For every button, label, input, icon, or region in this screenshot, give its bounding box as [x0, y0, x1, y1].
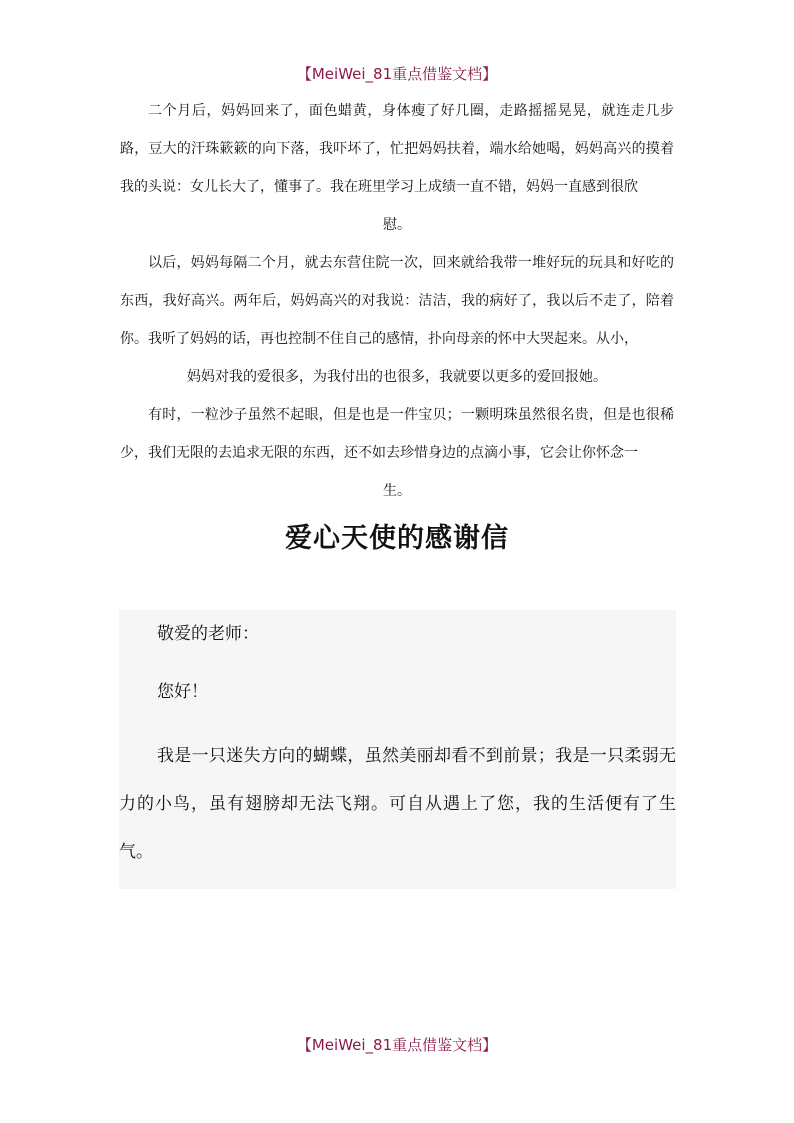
letter-title: 爱心天使的感谢信 — [285, 523, 509, 554]
letter-body: 我是一只迷失方向的蝴蝶，虽然美丽却看不到前景；我是一只柔弱无力的小鸟，虽有翅膀却无法飞翔。可自从遇上了您，我的生活便有了生气。 — [119, 746, 676, 862]
paragraph-1-end: 慰。 — [383, 217, 411, 233]
letter-greeting-line — [119, 668, 676, 716]
story-text — [120, 92, 674, 510]
paragraph-1: 二个月后，妈妈回来了，面色蜡黄，身体瘦了好几圈，走路摇摇晃晃，就连走几步路，豆大的汗珠簌簌的向下落，我吓坏了，忙把妈妈扶着，端水给她喝，妈妈高兴的摸着我的头说：女儿长大了，懂事了。我在班里学习上成绩一直不错，妈妈一直感到很欣 — [120, 103, 674, 195]
letter-body-line — [119, 732, 676, 876]
paragraph-3: 有时，一粒沙子虽然不起眼，但是也是一件宝贝；一颗明珠虽然很名贵，但是也很稀少，我们无限的去追求无限的东西，还不如去珍惜身边的点滴小事，它会让你怀念一 — [120, 407, 674, 461]
page-header: 【MeiWei_81重点借鉴文档】 — [296, 65, 498, 83]
letter-greeting: 您好！ — [157, 682, 208, 702]
page-footer: 【MeiWei_81重点借鉴文档】 — [296, 1036, 498, 1054]
paragraph-3-end: 生。 — [383, 483, 411, 499]
letter-salutation-line — [119, 610, 676, 658]
paragraph-2-end: 妈妈对我的爱很多，为我付出的也很多，我就要以更多的爱回报她。 — [187, 369, 607, 385]
paragraph-2: 以后，妈妈每隔二个月，就去东营住院一次，回来就给我带一堆好玩的玩具和好吃的东西，我好高兴。两年后，妈妈高兴的对我说：洁洁，我的病好了，我以后不走了，陪着你。我听了妈妈的话，再也控制不住自己的感情，扑向母亲的怀中大哭起来。从小， — [120, 255, 674, 347]
letter-box — [119, 610, 676, 889]
letter-salutation: 敬爱的老师： — [157, 624, 259, 644]
